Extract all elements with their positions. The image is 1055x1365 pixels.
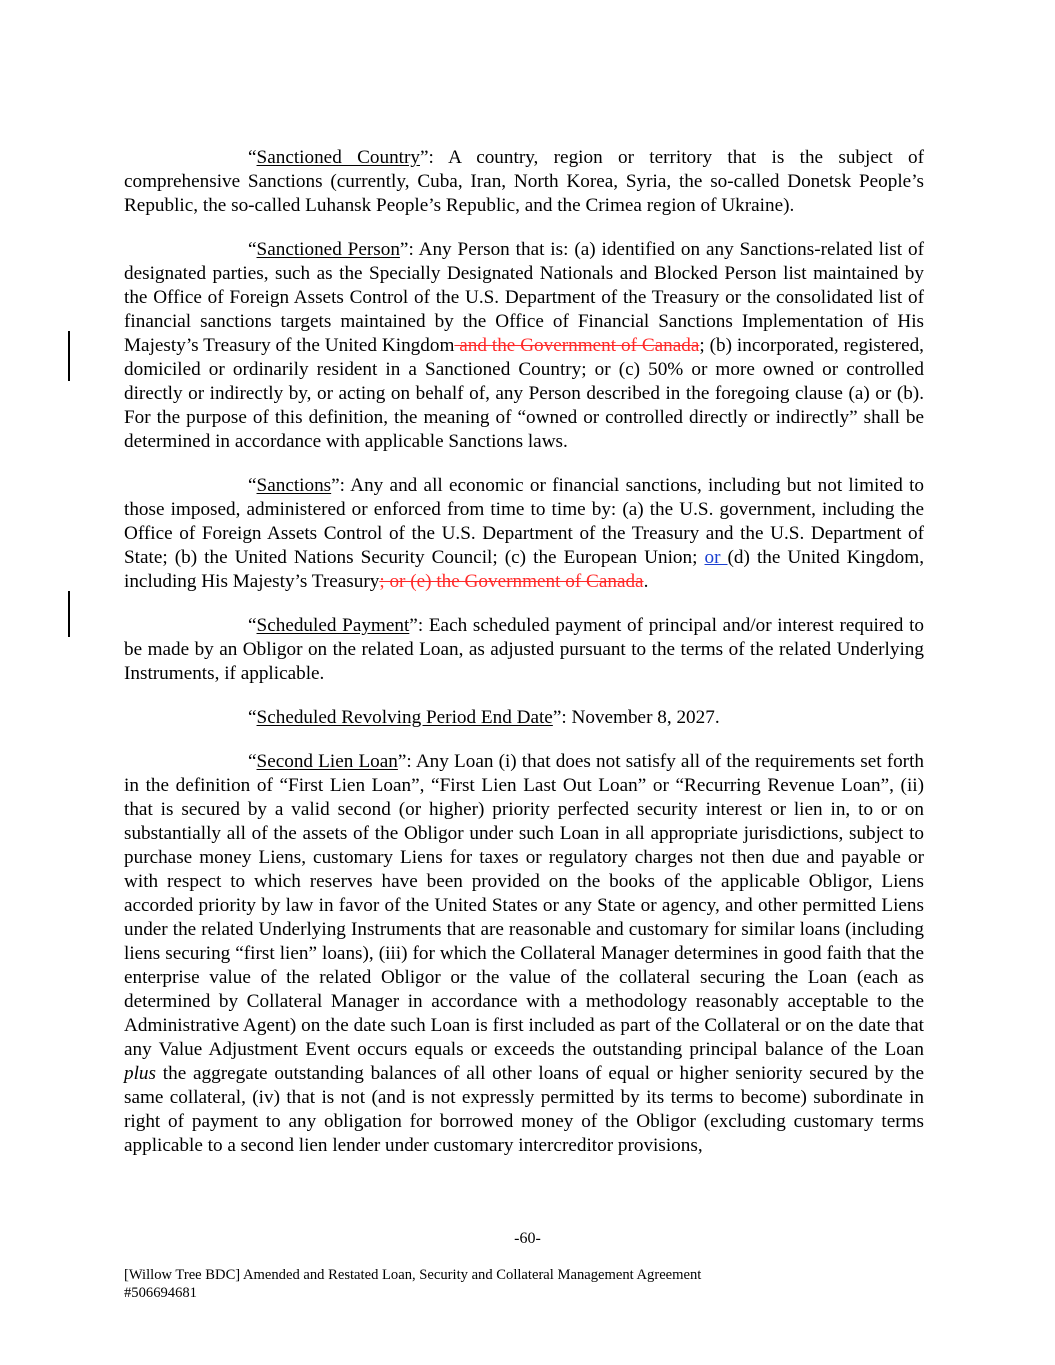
change-bar-sanctions <box>68 591 70 637</box>
definition-sanctioned-person <box>124 238 924 454</box>
defined-term: Sanctioned Person <box>256 239 400 260</box>
definition-text: ”: November 8, 2027. <box>552 707 720 728</box>
definition-text: ”: Any and all economic or financial sanctions, including but not limited to those imposed, administered or enforced from time to time by: (a) the U.S. government, including the Office of Foreign Assets Control of the U.S. Department of the Treasury and the U.S. Department of State; (b) the United Nations Security Council; (c) the European Union; <box>124 475 924 568</box>
document-footer <box>124 1267 701 1302</box>
definition-sanctions <box>124 474 924 594</box>
open-quote: “ <box>248 239 257 260</box>
definition-text: (d) the United Kingdom, including His Majesty’s Treasury <box>124 547 924 592</box>
open-quote: “ <box>248 751 257 772</box>
italic-text: plus <box>124 1063 156 1084</box>
definition-text: . <box>643 571 649 592</box>
deleted-text: and the Government of Canada <box>454 335 700 356</box>
defined-term: Scheduled Payment <box>256 615 410 636</box>
document-number: #506694681 <box>124 1284 197 1301</box>
page-number: -60- <box>514 1230 541 1247</box>
definition-text: ; (b) incorporated, registered, domiciled or ordinarily resident in a Sanctioned Country; or (c) 50% or more owned or controlled directly or indirectly by, or acting on behalf of, any Person described in the foregoing clause (a) or (b). For the purpose of this definition, the meaning of “owned or controlled directly or indirectly” shall be determined in accordance with applicable Sanctions laws. <box>124 335 924 452</box>
definition-scheduled-payment <box>124 614 924 686</box>
definition-second-lien-loan <box>124 750 924 1158</box>
defined-term: Scheduled Revolving Period End Date <box>256 707 553 728</box>
definition-text: ”: A country, region or territory that is the subject of comprehensive Sanctions (currently, Cuba, Iran, North Korea, Syria, the so-called Donetsk People’s Republic, the so-called Luhansk People’s Republic, and the Crimea region of Ukraine). <box>124 147 924 216</box>
defined-term: Second Lien Loan <box>256 751 398 772</box>
inserted-text: or <box>704 547 728 568</box>
definition-text: ”: Any Loan (i) that does not satisfy all of the requirements set forth in the definition of “First Lien Loan”, “First Lien Last Out Loan” or “Recurring Revenue Loan”, (ii) that is secured by a valid second (or higher) priority perfected security interest or lien in, to or on substantially all of the assets of the Obligor under such Loan in all appropriate jurisdictions, subject to purchase money Liens, customary Liens for taxes or regulatory charges not then due and payable or with respect to which reserves have been provided on the books of the applicable Obligor, Liens accorded priority by law in favor of the United States or any State or agency, and other permitted Liens under the related Underlying Instruments that are reasonable and customary for similar loans (including liens securing “first lien” loans), (iii) for which the Collateral Manager determines in good faith that the enterprise value of the related Obligor or the value of the collateral securing the Loan (each as determined by Collateral Manager in accordance with a methodology reasonably acceptable to the Administrative Agent) on the date such Loan is first included as part of the Collateral or on the date that any Value Adjustment Event occurs equals or exceeds the outstanding principal balance of the Loan <box>124 751 924 1060</box>
definition-scheduled-revolving-period-end-date <box>124 706 924 730</box>
definition-sanctioned-country <box>124 146 924 218</box>
document-title: [Willow Tree BDC] Amended and Restated Loan, Security and Collateral Management Agreement <box>124 1267 702 1283</box>
open-quote: “ <box>248 615 257 636</box>
defined-term: Sanctioned Country <box>256 147 420 168</box>
deleted-text: ; or (e) the Government of Canada <box>379 571 644 592</box>
defined-term: Sanctions <box>256 475 332 496</box>
definition-text: ”: Any Person that is: (a) identified on any Sanctions-related list of designated parties, such as the Specially Designated Nationals and Blocked Person list maintained by the Office of Foreign Assets Control of the U.S. Department of the Treasury or the consolidated list of financial sanctions targets maintained by the Office of Financial Sanctions Implementation of His Majesty’s Treasury of the United Kingdom <box>124 239 924 356</box>
change-bar-sanctioned-person <box>68 331 70 381</box>
open-quote: “ <box>248 707 257 728</box>
open-quote: “ <box>248 147 257 168</box>
document-page <box>124 146 924 1178</box>
definition-text: the aggregate outstanding balances of all other loans of equal or higher seniority secured by the same collateral, (iv) that is not (and is not expressly permitted by its terms to become) subordinate in right of payment to any obligation for borrowed money of the Obligor (excluding customary terms applicable to a second lien lender under customary intercreditor provisions, <box>124 1063 924 1156</box>
definition-text: ”: Each scheduled payment of principal and/or interest required to be made by an Obligor on the related Loan, as adjusted pursuant to the terms of the related Underlying Instruments, if applicable. <box>124 615 924 684</box>
open-quote: “ <box>248 475 257 496</box>
